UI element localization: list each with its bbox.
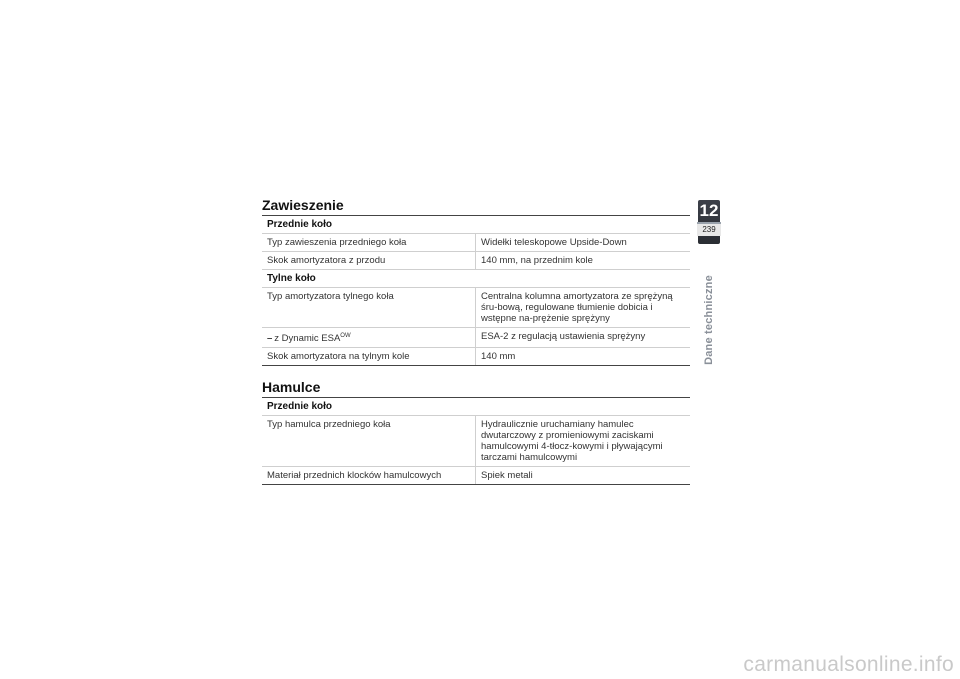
spec-value: Widełki teleskopowe Upside-Down (475, 234, 690, 251)
spec-page (262, 196, 690, 485)
page-number: 239 (697, 222, 721, 236)
spec-label: Typ hamulca przedniego koła (267, 419, 391, 431)
section-title-brakes: Hamulce (262, 378, 690, 398)
spec-label: Typ zawieszenia przedniego koła (267, 237, 407, 248)
option-superscript: OW (340, 333, 351, 339)
side-chapter-text: Dane techniczne (703, 275, 715, 365)
spec-value: 140 mm, na przednim kole (475, 252, 690, 269)
option-dash: – (267, 333, 273, 345)
spec-value: 140 mm (475, 348, 690, 365)
spec-value: Spiek metali (475, 467, 690, 484)
spec-row (262, 467, 690, 485)
spec-label: Skok amortyzatora na tylnym kole (267, 351, 410, 363)
chapter-number: 12 (699, 201, 719, 220)
subheading-rear-wheel: Tylne koło (262, 270, 690, 288)
spec-label: Typ amortyzatora tylnego koła (267, 291, 394, 302)
spec-row (262, 328, 690, 348)
spec-row (262, 252, 690, 270)
spec-row (262, 416, 690, 467)
spec-label: Skok amortyzatora z przodu (267, 255, 386, 266)
spec-label-option (262, 328, 475, 347)
subheading-front-wheel: Przednie koło (262, 216, 690, 234)
section-title-suspension: Zawieszenie (262, 196, 690, 216)
subheading-front-wheel-brakes: Przednie koło (262, 398, 690, 416)
spec-value: Centralna kolumna amortyzatora ze sprężyną śru-bową, regulowane tłumienie dobicia i wstępne na-prężenie sprężyny (475, 288, 690, 327)
side-chapter-label (700, 270, 718, 370)
spec-value: Hydraulicznie uruchamiany hamulec dwutarczowy z promieniowymi zaciskami hamulcowymi 4-tłocz-kowymi i pływającymi tarczami hamulcowymi (475, 416, 690, 466)
chapter-tab (698, 200, 720, 244)
spec-row (262, 348, 690, 366)
spec-value: ESA-2 z regulacją ustawienia sprężyny (475, 328, 690, 347)
option-label: z Dynamic ESA (274, 333, 341, 345)
spec-row (262, 288, 690, 328)
spec-row (262, 234, 690, 252)
spec-label: Materiał przednich klocków hamulcowych (267, 470, 442, 482)
watermark: carmanualsonline.info (743, 653, 954, 676)
